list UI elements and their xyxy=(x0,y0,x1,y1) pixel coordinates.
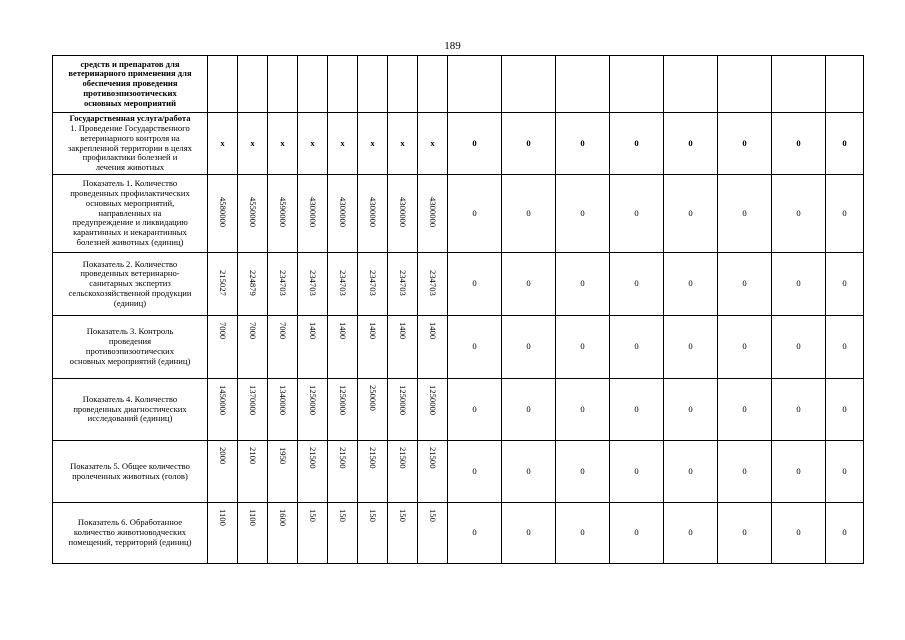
value-cell xyxy=(298,379,328,441)
value-text: 1400 xyxy=(308,322,318,340)
row-label xyxy=(53,175,208,253)
value-text: 150 xyxy=(338,509,348,522)
value-cell xyxy=(328,175,358,253)
extra-cell: 0 xyxy=(502,253,556,316)
value-text: 21500 xyxy=(308,447,318,469)
value-cell xyxy=(238,379,268,441)
extra-cell: 0 xyxy=(448,316,502,379)
table-row xyxy=(53,175,864,253)
value-cell: x xyxy=(358,113,388,175)
value-text: 21500 xyxy=(398,447,408,469)
row-label-line: пролеченных животных (голов) xyxy=(72,470,188,481)
row-label-line: противоэпизоотических xyxy=(85,346,175,356)
value-cell: x xyxy=(298,113,328,175)
value-cell xyxy=(328,441,358,503)
row-label-line: лечения животных xyxy=(95,162,165,173)
extra-cell: 0 xyxy=(556,379,610,441)
empty-cell xyxy=(772,56,826,113)
row-label-line: направленных на xyxy=(98,207,162,218)
row-label-line: средств и препаратов для xyxy=(80,58,180,69)
extra-cell: 0 xyxy=(664,441,718,503)
extra-cell: 0 xyxy=(610,316,664,379)
empty-cell xyxy=(418,56,448,113)
value-text: 4300000 xyxy=(398,197,408,228)
extra-cell: 0 xyxy=(826,316,864,379)
value-text: 4300000 xyxy=(368,197,378,228)
extra-cell: 0 xyxy=(502,441,556,503)
value-text: 150 xyxy=(428,509,438,522)
value-text: 1400 xyxy=(338,322,348,340)
empty-cell xyxy=(448,56,502,113)
value-cell xyxy=(298,503,328,564)
value-cell xyxy=(298,316,328,379)
value-text: 21500 xyxy=(368,447,378,469)
value-text: 1250000 xyxy=(338,385,348,416)
value-text: 234703 xyxy=(428,269,438,296)
extra-cell: 0 xyxy=(610,441,664,503)
extra-cell: 0 xyxy=(556,441,610,503)
value-text: 2000 xyxy=(218,447,228,465)
value-text: 21500 xyxy=(338,447,348,469)
table-row xyxy=(53,316,864,379)
extra-cell: 0 xyxy=(826,503,864,564)
value-text: 1250000 xyxy=(428,385,438,416)
empty-cell xyxy=(328,56,358,113)
value-cell xyxy=(358,316,388,379)
value-text: 1100 xyxy=(218,509,228,526)
row-label-line: исследований (единиц) xyxy=(87,413,173,424)
value-cell xyxy=(208,441,238,503)
value-text: 1100 xyxy=(248,509,258,526)
value-cell xyxy=(328,316,358,379)
value-cell xyxy=(268,175,298,253)
empty-cell xyxy=(388,56,418,113)
value-cell xyxy=(328,503,358,564)
extra-cell: 0 xyxy=(610,503,664,564)
value-text: 1370000 xyxy=(248,385,258,416)
row-label-line: основных мероприятий, xyxy=(85,197,175,208)
extra-cell: 0 xyxy=(664,379,718,441)
extra-cell: 0 xyxy=(718,253,772,316)
value-cell xyxy=(418,441,448,503)
value-cell xyxy=(298,253,328,316)
extra-cell: 0 xyxy=(556,503,610,564)
extra-cell: 0 xyxy=(610,253,664,316)
value-cell xyxy=(418,379,448,441)
extra-cell: 0 xyxy=(826,253,864,316)
row-label-line: основных мероприятий (единиц) xyxy=(69,355,191,366)
extra-cell: 0 xyxy=(448,253,502,316)
row-label xyxy=(53,441,208,503)
value-text: 1400 xyxy=(428,322,438,340)
value-cell: x xyxy=(418,113,448,175)
value-cell xyxy=(418,503,448,564)
value-cell xyxy=(208,503,238,564)
extra-cell: 0 xyxy=(664,316,718,379)
value-cell: x xyxy=(388,113,418,175)
value-text: 4300000 xyxy=(308,197,318,228)
empty-cell xyxy=(268,56,298,113)
value-cell xyxy=(388,316,418,379)
row-label-line: профилактики болезней и xyxy=(82,152,178,163)
row-label-line: проведенных ветеринарно- xyxy=(80,268,180,279)
extra-cell: 0 xyxy=(772,503,826,564)
row-label-line: карантинных и некарантинных xyxy=(73,227,187,238)
value-cell xyxy=(388,253,418,316)
value-text: 21500 xyxy=(428,447,438,469)
value-text: 150 xyxy=(368,509,378,522)
extra-cell: 0 xyxy=(610,113,664,175)
value-text: 2100 xyxy=(248,447,258,465)
value-cell xyxy=(388,379,418,441)
value-text: 250000 xyxy=(368,385,378,411)
row-label-line: Показатель 2. Количество xyxy=(82,258,178,269)
value-text: 234703 xyxy=(308,269,318,296)
row-label-line: Показатель 6. Обработанное xyxy=(77,517,183,528)
value-text: 1340000 xyxy=(278,385,288,416)
extra-cell: 0 xyxy=(772,316,826,379)
extra-cell: 0 xyxy=(610,175,664,253)
value-cell xyxy=(238,175,268,253)
value-text: 7000 xyxy=(278,322,288,340)
page-number: 189 xyxy=(444,40,461,52)
value-text: 215027 xyxy=(218,269,228,296)
value-cell xyxy=(268,379,298,441)
row-label-line: проведения xyxy=(108,336,152,347)
extra-cell: 0 xyxy=(448,503,502,564)
extra-cell: 0 xyxy=(502,503,556,564)
value-text: 150 xyxy=(398,509,408,522)
value-text: 234703 xyxy=(338,269,348,296)
value-cell xyxy=(358,175,388,253)
empty-cell xyxy=(610,56,664,113)
row-label-line: Показатель 5. Общее количество xyxy=(70,460,190,471)
value-text: 1400 xyxy=(368,322,378,340)
value-cell xyxy=(358,503,388,564)
extra-cell: 0 xyxy=(556,113,610,175)
value-cell: x xyxy=(208,113,238,175)
value-cell xyxy=(238,316,268,379)
value-cell xyxy=(208,175,238,253)
extra-cell: 0 xyxy=(718,175,772,253)
extra-cell: 0 xyxy=(718,379,772,441)
row-label-line: количество животноводческих xyxy=(73,527,187,538)
value-cell xyxy=(328,253,358,316)
row-label-line: 1. Проведение Государственного xyxy=(70,122,190,133)
extra-cell: 0 xyxy=(556,175,610,253)
value-cell xyxy=(418,316,448,379)
value-cell xyxy=(358,441,388,503)
row-label-line: предупреждение и ликвидацию xyxy=(72,217,188,228)
row-label-line: ветеринарного применения для xyxy=(68,68,192,79)
value-text: 4590000 xyxy=(278,197,288,228)
row-label-line: ветеринарного контроля на xyxy=(80,132,180,143)
row-label-line: сельскохозяйственной продукции xyxy=(68,287,192,298)
extra-cell: 0 xyxy=(664,503,718,564)
empty-cell xyxy=(718,56,772,113)
extra-cell: 0 xyxy=(718,441,772,503)
row-label-line: Показатель 1. Количество xyxy=(82,178,178,189)
row-label xyxy=(53,56,208,113)
row-label xyxy=(53,253,208,316)
row-label-line: основных мероприятий xyxy=(83,97,177,108)
row-label-line: обеспечения проведения xyxy=(82,78,178,89)
value-cell xyxy=(238,253,268,316)
extra-cell: 0 xyxy=(718,316,772,379)
empty-cell xyxy=(502,56,556,113)
value-cell xyxy=(268,503,298,564)
value-text: 224879 xyxy=(248,269,258,296)
extra-cell: 0 xyxy=(772,441,826,503)
extra-cell: 0 xyxy=(772,175,826,253)
extra-cell: 0 xyxy=(448,113,502,175)
value-cell: x xyxy=(238,113,268,175)
extra-cell: 0 xyxy=(826,379,864,441)
empty-cell xyxy=(298,56,328,113)
table-row xyxy=(53,56,864,113)
value-cell xyxy=(418,253,448,316)
row-label-line: (единиц) xyxy=(113,297,147,308)
value-cell xyxy=(388,503,418,564)
value-text: 1250000 xyxy=(398,385,408,416)
value-cell: x xyxy=(268,113,298,175)
value-text: 7000 xyxy=(248,322,258,340)
value-cell xyxy=(298,441,328,503)
extra-cell: 0 xyxy=(664,175,718,253)
value-cell xyxy=(268,253,298,316)
value-text: 1600 xyxy=(278,509,288,527)
extra-cell: 0 xyxy=(502,175,556,253)
extra-cell: 0 xyxy=(772,379,826,441)
extra-cell: 0 xyxy=(826,441,864,503)
table-row xyxy=(53,503,864,564)
value-text: 1250000 xyxy=(308,385,318,416)
table-row xyxy=(53,253,864,316)
empty-cell xyxy=(826,56,864,113)
row-label-line: проведенных диагностических xyxy=(73,403,187,414)
extra-cell: 0 xyxy=(772,253,826,316)
extra-cell: 0 xyxy=(448,175,502,253)
row-label-line: Показатель 4. Количество xyxy=(82,393,178,404)
value-text: 1950 xyxy=(278,447,288,465)
value-cell xyxy=(328,379,358,441)
value-text: 234703 xyxy=(398,269,408,296)
value-cell xyxy=(418,175,448,253)
value-cell xyxy=(358,379,388,441)
program-indicators-table xyxy=(52,55,864,564)
extra-cell: 0 xyxy=(610,379,664,441)
extra-cell: 0 xyxy=(826,113,864,175)
value-cell xyxy=(388,175,418,253)
empty-cell xyxy=(208,56,238,113)
value-cell xyxy=(238,503,268,564)
value-cell xyxy=(208,379,238,441)
row-label-line: Показатель 3. Контроль xyxy=(86,326,174,337)
value-cell: x xyxy=(328,113,358,175)
extra-cell: 0 xyxy=(448,379,502,441)
table-row xyxy=(53,379,864,441)
value-text: 234703 xyxy=(278,269,288,296)
extra-cell: 0 xyxy=(502,316,556,379)
value-text: 234703 xyxy=(368,269,378,296)
row-label xyxy=(53,503,208,564)
extra-cell: 0 xyxy=(448,441,502,503)
value-cell xyxy=(298,175,328,253)
value-cell xyxy=(268,316,298,379)
row-label-line: закрепленной территории в целях xyxy=(68,142,192,153)
value-text: 1400 xyxy=(398,322,408,340)
value-text: 150 xyxy=(308,509,318,522)
row-label xyxy=(53,316,208,379)
value-text: 4300000 xyxy=(338,197,348,228)
empty-cell xyxy=(556,56,610,113)
row-heading: Государственная услуга/работа xyxy=(69,113,191,124)
extra-cell: 0 xyxy=(502,113,556,175)
extra-cell: 0 xyxy=(664,253,718,316)
extra-cell: 0 xyxy=(664,113,718,175)
extra-cell: 0 xyxy=(556,253,610,316)
value-cell xyxy=(238,441,268,503)
value-cell xyxy=(388,441,418,503)
table-row xyxy=(53,113,864,175)
value-text: 1450000 xyxy=(218,385,228,416)
table-row xyxy=(53,441,864,503)
extra-cell: 0 xyxy=(718,113,772,175)
row-label-line: проведенных профилактических xyxy=(70,188,190,198)
row-label-line: санитарных экспертиз xyxy=(89,278,171,289)
value-text: 7000 xyxy=(218,322,228,340)
row-label-line: болезней животных (единиц) xyxy=(76,236,184,247)
row-label xyxy=(53,113,208,175)
row-label-line: помещений, территорий (единиц) xyxy=(68,536,192,547)
extra-cell: 0 xyxy=(826,175,864,253)
value-text: 4580000 xyxy=(218,197,228,228)
value-cell xyxy=(208,316,238,379)
empty-cell xyxy=(358,56,388,113)
extra-cell: 0 xyxy=(772,113,826,175)
row-label-line: противоэпизоотических xyxy=(83,87,177,98)
extra-cell: 0 xyxy=(556,316,610,379)
value-cell xyxy=(208,253,238,316)
extra-cell: 0 xyxy=(718,503,772,564)
extra-cell: 0 xyxy=(502,379,556,441)
value-cell xyxy=(268,441,298,503)
row-label xyxy=(53,379,208,441)
empty-cell xyxy=(238,56,268,113)
value-cell xyxy=(358,253,388,316)
value-text: 4300000 xyxy=(428,197,438,228)
empty-cell xyxy=(664,56,718,113)
value-text: 4550000 xyxy=(248,197,258,228)
